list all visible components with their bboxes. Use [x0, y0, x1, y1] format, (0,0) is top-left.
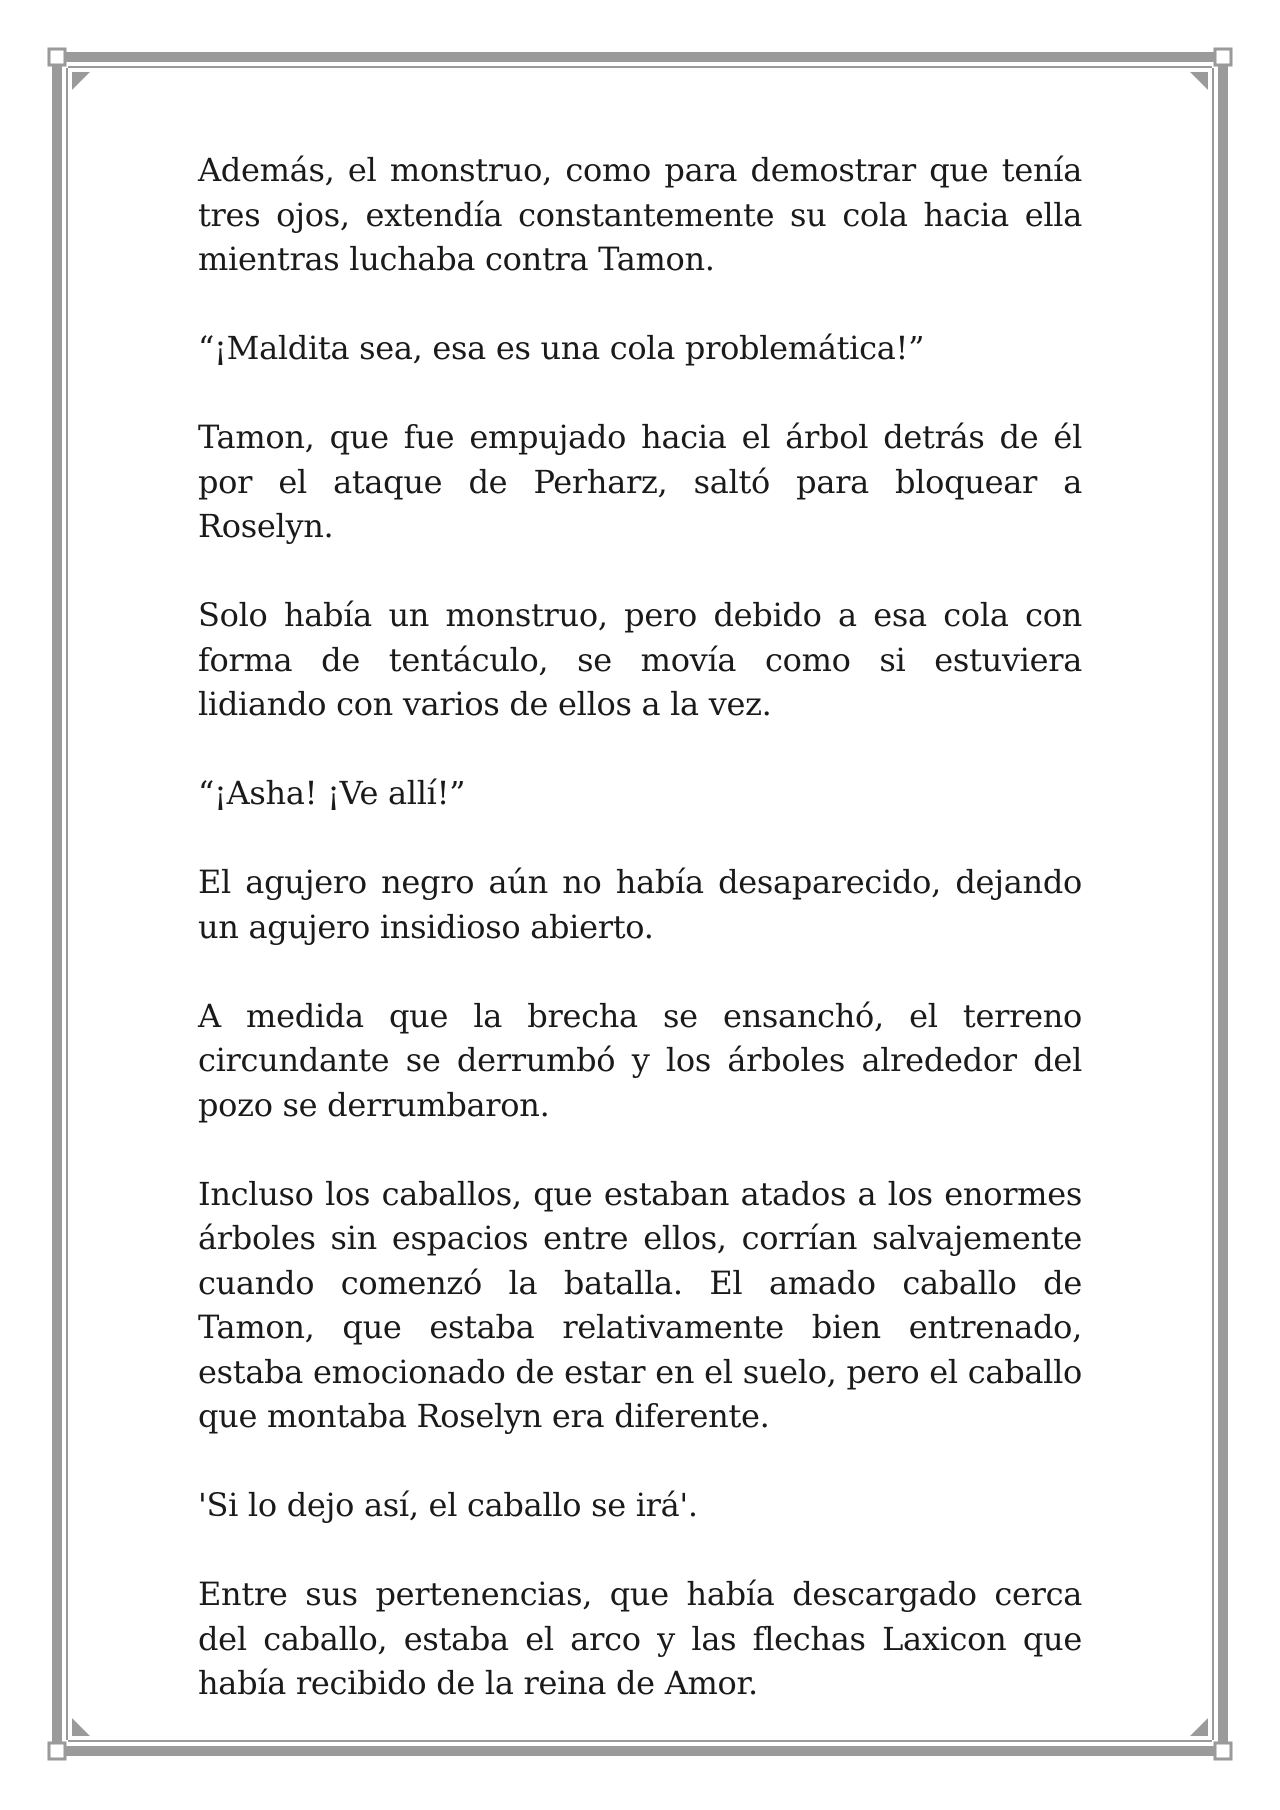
- paragraph-7: A medida que la brecha se ensanchó, el terreno circundante se derrumbó y los árboles alrededor del pozo se derrumbaron.: [198, 996, 1082, 1124]
- page-text: [198, 148, 1082, 1706]
- paragraph-6: El agujero negro aún no había desaparecido, dejando un agujero insidioso abierto.: [198, 863, 1082, 946]
- corner-triangle-bottom-left: [72, 1718, 90, 1736]
- corner-triangle-bottom-right: [1190, 1718, 1208, 1736]
- corner-square-top-right: [1215, 49, 1231, 65]
- paragraph-3: Tamon, que fue empujado hacia el árbol detrás de él por el ataque de Perharz, saltó para bloquear a Roselyn.: [198, 418, 1082, 545]
- paragraph-5: “¡Asha! ¡Ve allí!”: [198, 774, 466, 812]
- paragraph-10: Entre sus pertenencias, que había descargado cerca del caballo, estaba el arco y las flechas Laxicon que había recibido de la reina de Amor.: [198, 1575, 1082, 1702]
- paragraph-4: Solo había un monstruo, pero debido a esa cola con forma de tentáculo, se movía como si estuviera lidiando con varios de ellos a la vez.: [198, 596, 1082, 723]
- paragraph-1: Además, el monstruo, como para demostrar que tenía tres ojos, extendía constantemente su cola hacia ella mientras luchaba contra Tamon.: [198, 151, 1082, 278]
- corner-triangle-top-right: [1190, 72, 1208, 90]
- corner-square-bottom-left: [49, 1743, 65, 1759]
- corner-square-top-left: [49, 49, 65, 65]
- paragraph-9: 'Si lo dejo así, el caballo se irá'.: [198, 1486, 698, 1524]
- corner-triangle-top-left: [72, 72, 90, 90]
- paragraph-2: “¡Maldita sea, esa es una cola problemática!”: [198, 329, 925, 367]
- paragraph-8: Incluso los caballos, que estaban atados a los enormes árboles sin espacios entre ellos, corrían salvajemente cuando comenzó la batalla. El amado caballo de Tamon, que estaba relativamente bien entrenado, estaba emocionado de estar en el suelo, pero el caballo que montaba Roselyn era diferente.: [198, 1174, 1082, 1435]
- corner-square-bottom-right: [1215, 1743, 1231, 1759]
